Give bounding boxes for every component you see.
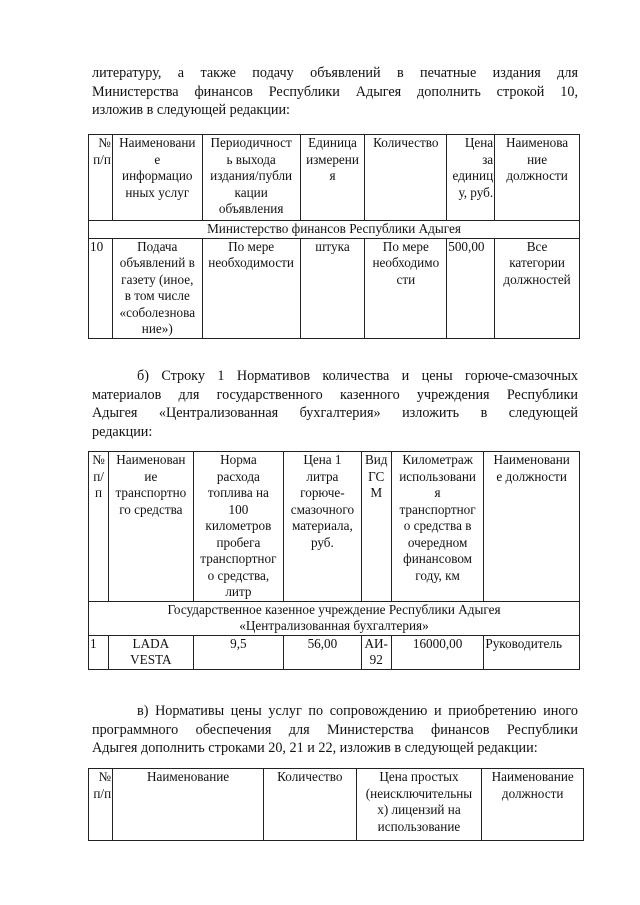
cell-mileage: 16000,00 [391, 635, 484, 669]
text-line: б) Строку 1 Нормативов количества и цены горюче-смазочных [137, 368, 578, 384]
header-cell-fuel-type: Вид ГС М [361, 452, 391, 602]
header-cell-service-name: Наименовани е информацио нных услуг [112, 135, 202, 221]
text-line: Адыгея «Централизованная бухгалтерия» изложить в следующей [92, 405, 578, 421]
text-line: Министерства финансов Республики Адыгея дополнить строкой 10, [92, 83, 578, 100]
table-row [89, 238, 580, 338]
header-cell-periodicity: Периодичност ь выхода издания/публи кации объявления [202, 135, 300, 221]
cell-periodicity: По мере необходимости [202, 238, 300, 338]
header-cell-vehicle-name: Наименован ие транспортно го средства [109, 452, 194, 602]
header-cell-position: Наименовани е должности [484, 452, 580, 602]
table-header-row [89, 769, 584, 841]
cell-unit: штука [300, 238, 365, 338]
intro-paragraph [92, 64, 578, 120]
cell-fuel-type: АИ- 92 [361, 635, 391, 669]
header-cell-license-price: Цена простых (неисключительны х) лицензий на использование [356, 769, 482, 841]
header-cell-fuel-price: Цена 1 литра горюче- смазочного материала, руб. [284, 452, 361, 602]
table-header-row [89, 135, 580, 221]
header-cell-unit: Единица измерени я [300, 135, 365, 221]
table-fuel-norms [88, 451, 580, 670]
table-information-services [88, 134, 580, 339]
header-cell-mileage: Километраж использовани я транспортног о средства в очередном финансовом году, км [391, 452, 484, 602]
cell-fuel-norm: 9,5 [193, 635, 284, 669]
cell-service-name: Подача объявлений в газету (иное, в том числе «соболезнова ние») [112, 238, 202, 338]
text-line: Адыгея дополнить строками 20, 21 и 22, изложив в следующей редакции: [92, 740, 538, 756]
header-cell-quantity: Количество [264, 769, 357, 841]
section-cell: Министерство финансов Республики Адыгея [89, 221, 580, 239]
table-section-row [89, 221, 580, 239]
section-cell: Государственное казенное учреждение Республики Адыгея «Централизованная бухгалтерия» [89, 601, 580, 635]
header-cell-number: № п/п [89, 135, 113, 221]
text-line: редакции: [92, 423, 153, 440]
cell-vehicle-name: LADA VESTA [109, 635, 194, 669]
header-cell-quantity: Количество [365, 135, 447, 221]
table-header-row [89, 452, 580, 602]
header-cell-price: Цена за единиц у, руб. [447, 135, 495, 221]
paragraph-c [92, 702, 578, 758]
text-line: литературу, а также подачу объявлений в печатные издания для [92, 65, 578, 81]
cell-price: 500,00 [447, 238, 495, 338]
cell-number: 10 [89, 238, 113, 338]
table-row [89, 635, 580, 669]
text-line: изложив в следующей редакции: [92, 102, 290, 118]
cell-position: Все категории должностей [495, 238, 580, 338]
header-cell-position: Наименова ние должности [495, 135, 580, 221]
table-software-licenses [88, 768, 584, 841]
text-line: программного обеспечения для Министерства финансов Республики [92, 721, 578, 738]
text-line: в) Нормативы цены услуг по сопровождению и приобретению иного [137, 703, 578, 719]
header-cell-number: № п/п [89, 769, 113, 841]
cell-fuel-price: 56,00 [284, 635, 361, 669]
cell-number: 1 [89, 635, 109, 669]
header-cell-name: Наименование [113, 769, 264, 841]
header-cell-position: Наименование должности [482, 769, 584, 841]
cell-quantity: По мере необходимо сти [365, 238, 447, 338]
text-line: материалов для государственного казенного учреждения Республики [92, 386, 578, 403]
cell-position: Руководитель [484, 635, 580, 669]
paragraph-b [92, 367, 578, 441]
header-cell-fuel-norm: Норма расхода топлива на 100 километров пробега транспортног о средства, литр [193, 452, 284, 602]
header-cell-number: № п/ п [89, 452, 109, 602]
table-section-row [89, 601, 580, 635]
